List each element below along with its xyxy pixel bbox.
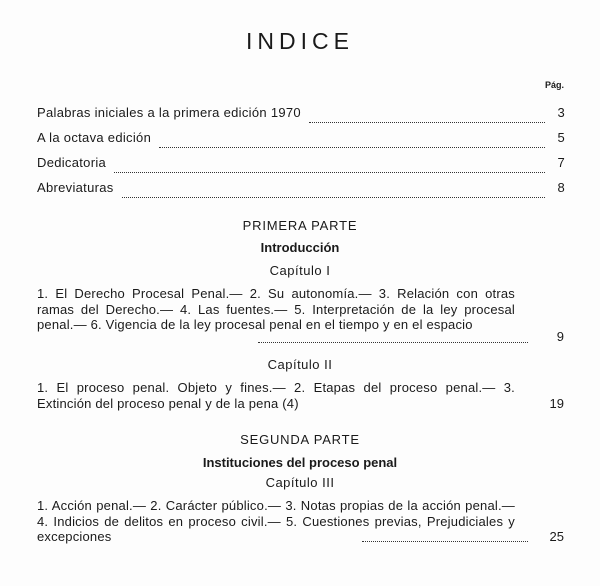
- chapter-contents[interactable]: 1. El Derecho Procesal Penal.— 2. Su autonomía.— 3. Relación con otras ramas del Derecho.— 4. Las fuentes.— 5. Interpretación de la ley procesal penal.— 6. Vigencia de la ley procesal penal en el tiempo y en el espacio: [37, 286, 515, 332]
- part-heading: PRIMERA PARTE: [242, 218, 358, 233]
- toc-entry-label: Palabras iniciales a la primera edición 1970: [37, 105, 301, 120]
- chapter-page: 9: [556, 329, 564, 344]
- chapter-contents[interactable]: 1. El proceso penal. Objeto y fines.— 2. Etapas del proceso penal.— 3. Extinción del proceso penal y de la pena (4): [37, 380, 515, 411]
- toc-entry-label: Abreviaturas: [37, 180, 114, 195]
- chapter-contents[interactable]: 1. Acción penal.— 2. Carácter público.— 3. Notas propias de la acción penal.— 4. Indicios de delitos en proceso civil.— 5. Cuestiones previas, Prejudiciales y excepciones: [37, 498, 515, 544]
- dot-leader: [114, 162, 545, 173]
- page-column-header: Pág.: [544, 80, 564, 90]
- chapter-page: 19: [549, 396, 564, 411]
- dot-leader: [159, 137, 545, 148]
- toc-entry-label: A la octava edición: [37, 130, 152, 145]
- dot-leader: [258, 342, 528, 343]
- toc-entry-label: Dedicatoria: [37, 155, 107, 170]
- page-title: INDICE: [246, 28, 354, 54]
- toc-entry[interactable]: [37, 105, 565, 125]
- chapter-title: Capítulo III: [265, 475, 335, 490]
- toc-entry-page: 5: [557, 130, 565, 145]
- toc-entry[interactable]: [37, 180, 565, 200]
- part-subtitle: Introducción: [260, 240, 340, 255]
- toc-entry-page: 3: [557, 105, 565, 120]
- part-subtitle: Instituciones del proceso penal: [202, 455, 398, 470]
- toc-entry-page: 8: [557, 180, 565, 195]
- toc-entry-page: 7: [557, 155, 565, 170]
- toc-entry[interactable]: [37, 130, 565, 150]
- toc-entry[interactable]: [37, 155, 565, 175]
- chapter-title: Capítulo I: [269, 263, 331, 278]
- dot-leader: [309, 112, 545, 123]
- dot-leader: [362, 541, 528, 542]
- part-heading: SEGUNDA PARTE: [240, 432, 360, 447]
- chapter-page: 25: [549, 529, 564, 544]
- dot-leader: [122, 187, 545, 198]
- chapter-title: Capítulo II: [267, 357, 333, 372]
